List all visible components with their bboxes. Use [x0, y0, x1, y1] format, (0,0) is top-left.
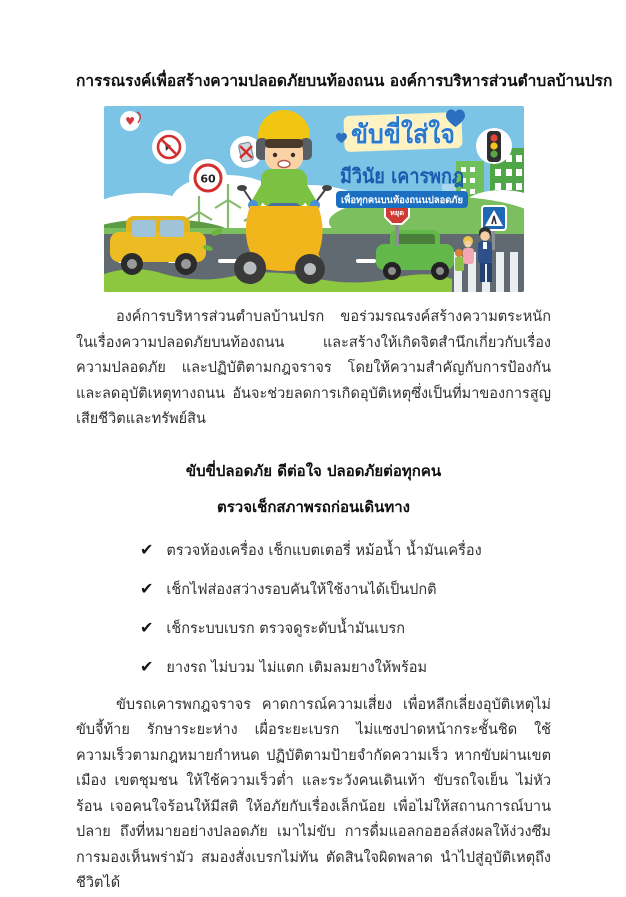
check-icon: ✔	[140, 617, 154, 637]
checklist-item	[140, 654, 551, 681]
checklist-item-text: เช็กไฟส่องสว่างรอบคันให้ใช้งานได้เป็นปกติ	[166, 581, 437, 598]
check-icon: ✔	[140, 539, 154, 559]
banner-subheadline: มีวินัย เคารพกฎ	[339, 164, 464, 189]
svg-text:♥: ♥	[124, 115, 135, 129]
banner-tagline: เพื่อทุกคนบนท้องถนนปลอดภัย	[340, 195, 465, 207]
checklist-item	[140, 576, 551, 603]
campaign-banner-illustration	[104, 106, 524, 292]
svg-text:หยุด: หยุด	[389, 209, 404, 218]
speed-limit-sign-icon	[189, 159, 227, 197]
vehicle-checklist	[76, 537, 551, 681]
section-heading-safe-driving: ขับขี่ปลอดภัย ดีต่อใจ ปลอดภัยต่อทุกคน	[185, 461, 442, 480]
page-title: การรณรงค์เพื่อสร้างความปลอดภัยบนท้องถนน องค์การบริหารส่วนตำบลบ้านปรก	[76, 72, 613, 90]
intro-paragraph: องค์การบริหารส่วนตำบลบ้านปรก ขอร่วมรณรงค์สร้างความตระหนักในเรื่องความปลอดภัยบนท้องถนน และสร้างให้เกิดจิตสำนึกเกี่ยวกับเรื่องความปลอดภัย และปฏิบัติตามกฎจราจร โดยให้ความสำคัญกับการป้องกัน และลดอุบัติเหตุทางถนน อันจะช่วยลดการเกิดอุบัติเหตุซึ่งเป็นที่มาของการสูญเสียชีวิตและทรัพย์สิน	[76, 309, 551, 428]
checklist-item-text: ยางรถ ไม่บวม ไม่แตก เติมลมยางให้พร้อม	[166, 659, 428, 676]
checklist-item	[140, 537, 551, 564]
no-drink-drive-sign-icon	[152, 130, 186, 164]
banner-headline: ขับขี่ใส่ใจ	[350, 120, 460, 151]
section-heading-vehicle-check: ตรวจเช็กสภาพรถก่อนเดินทาง	[217, 497, 410, 516]
closing-paragraph: ขับรถเคารพกฎจราจร คาดการณ์ความเสี่ยง เพื่อหลีกเลี่ยงอุบัติเหตุไม่ขับจี้ท้าย รักษาระยะห่าง เผื่อระยะเบรก ไม่แซงปาดหน้ากระชั้นชิด ใช้ความเร็วตามกฎหมายกำหนด ปฏิบัติตามป้ายจำกัดความเร็ว หากขับผ่านเขตเมือง เขตชุมชน ให้ใช้ความเร็วต่ำ และระวังคนเดินเท้า ขับรถใจเย็น ไม่หัวร้อน เจอคนใจร้อนให้มีสติ ให้อภัยกับเรื่องเล็กน้อย เพื่อไม่ให้สถานการณ์บานปลาย ถึงที่หมายอย่างปลอดภัย เมาไม่ขับ การดื่มแอลกอฮอล์ส่งผลให้ง่วงซึม การมองเห็นพร่ามัว สมองสั่งเบรกไม่ทัน ตัดสินใจผิดพลาด นำไปสู่อุบัติเหตุถึงชีวิตได้	[76, 696, 551, 892]
svg-text:60: 60	[199, 172, 216, 186]
campaign-banner	[104, 106, 524, 292]
checklist-item-text: ตรวจห้องเครื่อง เช็กแบตเตอรี่ หม้อน้ำ น้ำมันเครื่อง	[166, 542, 482, 559]
checklist-item-text: เช็กระบบเบรก ตรวจดูระดับน้ำมันเบรก	[166, 620, 406, 637]
checklist-item	[140, 615, 551, 642]
check-icon: ✔	[140, 656, 154, 676]
traffic-light-icon	[476, 128, 512, 164]
check-icon: ✔	[140, 578, 154, 598]
